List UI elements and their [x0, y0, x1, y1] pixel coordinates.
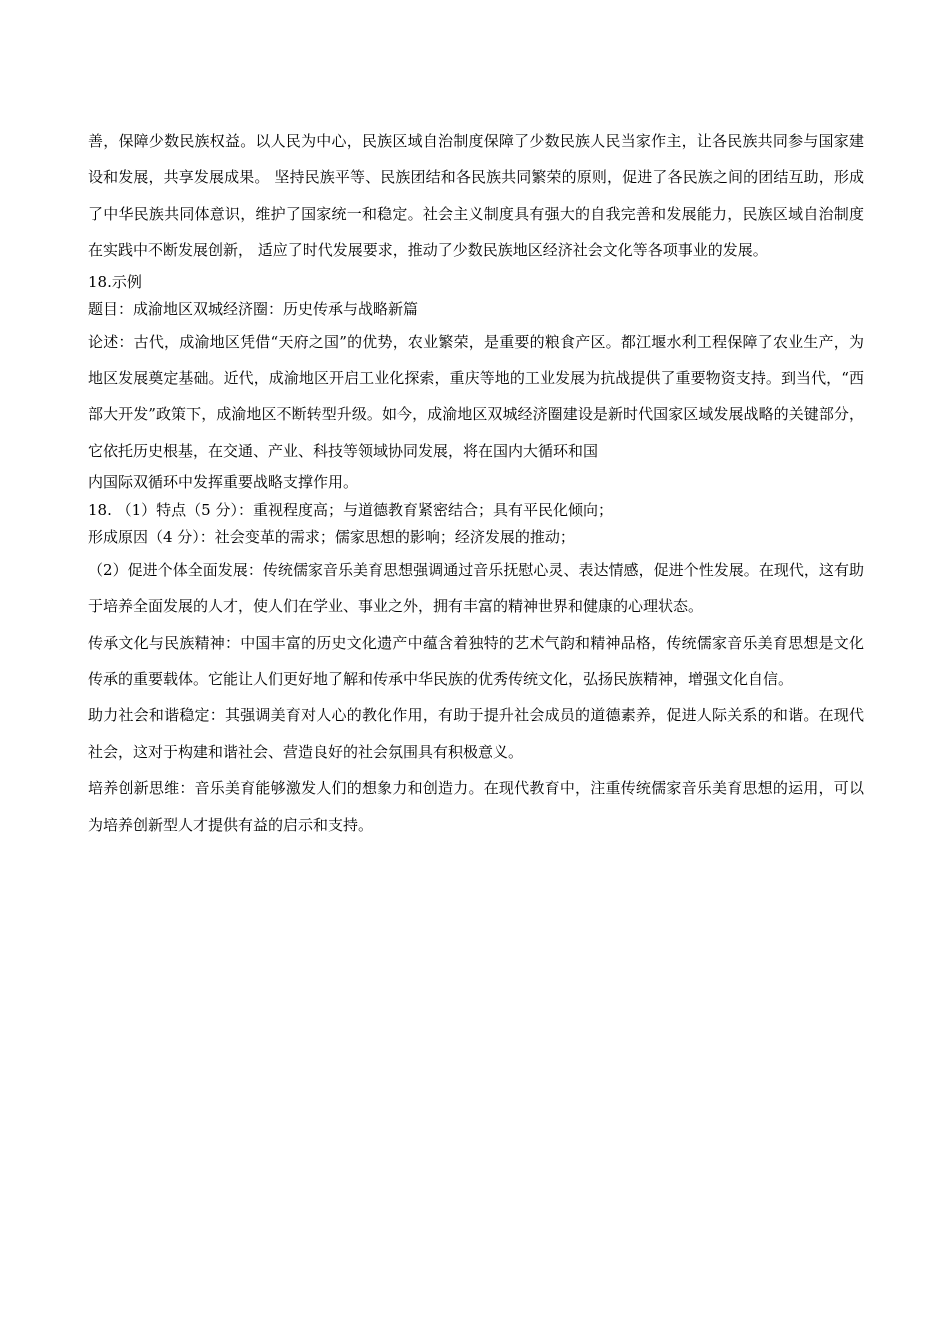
- paragraph-essay-conclusion: 内国际双循环中发挥重要战略支撑作用。: [88, 473, 359, 492]
- paragraph-question-18-example: 18.示例: [88, 272, 142, 291]
- paragraph-question-18-part1-causes: 形成原因（4 分）：社会变革的需求；儒家思想的影响；经济发展的推动；: [88, 528, 575, 547]
- paragraph-essay-title: 题目：成渝地区双城经济圈：历史传承与战略新篇: [88, 300, 419, 319]
- paragraph-question-18-part1-features: 18. （1）特点（5 分）：重视程度高；与道德教育紧密结合；具有平民化倾向；: [88, 500, 613, 519]
- paragraph-social-harmony: 助力社会和谐稳定：其强调美育对人心的教化作用，有助于提升社会成员的道德素养，促进人际关系的和谐。在现代社会，这对于构建和谐社会、营造良好的社会氛围具有积极意义。: [88, 706, 864, 761]
- paragraph-innovative-thinking: 培养创新思维：音乐美育能够激发人们的想象力和创造力。在现代教育中，注重传统儒家音乐美育思想的运用，可以为培养创新型人才提供有益的启示和支持。: [88, 779, 864, 834]
- paragraph-individual-development: （2）促进个体全面发展：传统儒家音乐美育思想强调通过音乐抚慰心灵、表达情感，促进个性发展。在现代，这有助于培养全面发展的人才，使人们在学业、事业之外，拥有丰富的精神世界和健康的心理状态。: [88, 560, 864, 616]
- document-body: [88, 123, 864, 843]
- paragraph-ethnic-autonomy: 善，保障少数民族权益。以人民为中心，民族区域自治制度保障了少数民族人民当家作主，让各民族共同参与国家建设和发展，共享发展成果。 坚持民族平等、民族团结和各民族共同繁荣的原则，促进了各民族之间的团结互助，形成了中华民族共同体意识，维护了国家统一和稳定。社会主义制度具有强大的自我完善和发展能力，民族区域自治制度在实践中不断发展创新， 适应了时代发展要求，推动了少数民族地区经济社会文化等各项事业的发展。: [88, 132, 864, 260]
- paragraph-essay-argument: 论述：古代，成渝地区凭借“天府之国”的优势，农业繁荣，是重要的粮食产区。都江堰水利工程保障了农业生产，为地区发展奠定基础。近代，成渝地区开启工业化探索，重庆等地的工业发展为抗战提供了重要物资支持。到当代，“西部大开发”政策下，成渝地区不断转型升级。如今，成渝地区双城经济圈建设是新时代国家区域发展战略的关键部分，它依托历史根基，在交通、产业、科技等领域协同发展，将在国内大循环和国: [88, 332, 864, 460]
- paragraph-cultural-heritage: 传承文化与民族精神：中国丰富的历史文化遗产中蕴含着独特的艺术气韵和精神品格，传统儒家音乐美育思想是文化传承的重要载体。它能让人们更好地了解和传承中华民族的优秀传统文化，弘扬民族精神，增强文化自信。: [88, 633, 864, 688]
